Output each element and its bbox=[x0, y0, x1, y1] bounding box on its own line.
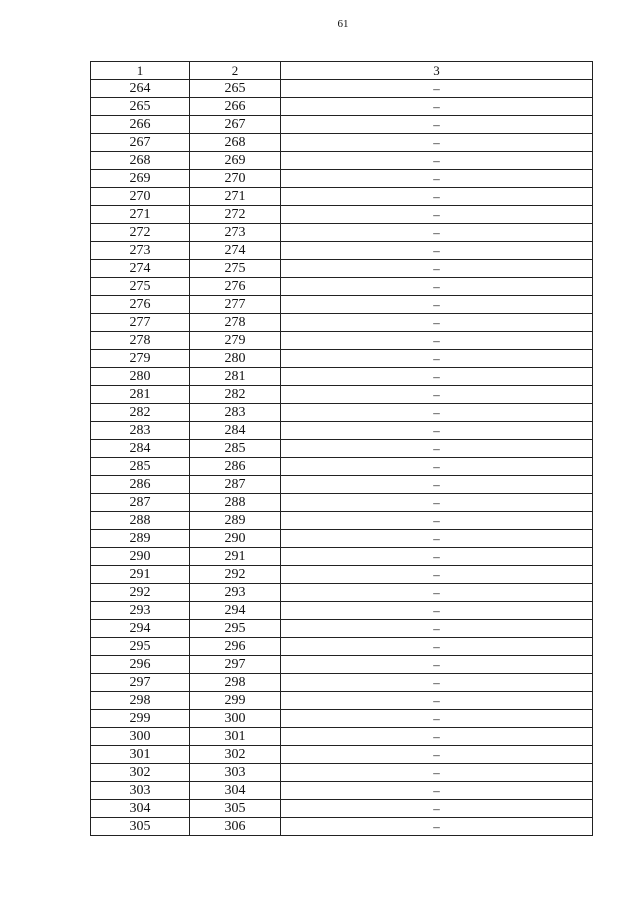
table-cell-col2: 283 bbox=[190, 404, 281, 422]
table-cell-col3: – bbox=[281, 296, 593, 314]
table-cell-col1: 284 bbox=[91, 440, 190, 458]
table-cell-col2: 301 bbox=[190, 728, 281, 746]
table-cell-col3: – bbox=[281, 278, 593, 296]
table-cell-col3: – bbox=[281, 98, 593, 116]
table-row bbox=[91, 710, 593, 728]
header-row bbox=[91, 62, 593, 80]
column-header-1: 1 bbox=[91, 62, 190, 80]
table-cell-col1: 290 bbox=[91, 548, 190, 566]
table-cell-col2: 281 bbox=[190, 368, 281, 386]
table-cell-col2: 268 bbox=[190, 134, 281, 152]
table-cell-col1: 288 bbox=[91, 512, 190, 530]
table-cell-col2: 299 bbox=[190, 692, 281, 710]
table-cell-col3: – bbox=[281, 548, 593, 566]
table-cell-col3: – bbox=[281, 530, 593, 548]
table-cell-col2: 270 bbox=[190, 170, 281, 188]
table-cell-col3: – bbox=[281, 566, 593, 584]
table-cell-col3: – bbox=[281, 152, 593, 170]
table-row bbox=[91, 170, 593, 188]
table-cell-col3: – bbox=[281, 602, 593, 620]
table-cell-col3: – bbox=[281, 458, 593, 476]
table-cell-col2: 267 bbox=[190, 116, 281, 134]
table-cell-col3: – bbox=[281, 134, 593, 152]
table-cell-col1: 283 bbox=[91, 422, 190, 440]
table-cell-col3: – bbox=[281, 476, 593, 494]
table-cell-col2: 291 bbox=[190, 548, 281, 566]
table-cell-col3: – bbox=[281, 584, 593, 602]
table-row bbox=[91, 332, 593, 350]
table-cell-col3: – bbox=[281, 116, 593, 134]
table-cell-col2: 286 bbox=[190, 458, 281, 476]
table-cell-col1: 280 bbox=[91, 368, 190, 386]
table-row bbox=[91, 638, 593, 656]
table-cell-col1: 287 bbox=[91, 494, 190, 512]
table-cell-col2: 300 bbox=[190, 710, 281, 728]
table-cell-col2: 265 bbox=[190, 80, 281, 98]
table-row bbox=[91, 620, 593, 638]
table-row bbox=[91, 152, 593, 170]
table-cell-col3: – bbox=[281, 620, 593, 638]
table-cell-col1: 269 bbox=[91, 170, 190, 188]
table-row bbox=[91, 98, 593, 116]
table-cell-col1: 273 bbox=[91, 242, 190, 260]
table-cell-col1: 305 bbox=[91, 818, 190, 836]
table-row bbox=[91, 566, 593, 584]
table-cell-col2: 306 bbox=[190, 818, 281, 836]
table-row bbox=[91, 818, 593, 836]
table-cell-col3: – bbox=[281, 206, 593, 224]
table-cell-col2: 266 bbox=[190, 98, 281, 116]
table-cell-col1: 282 bbox=[91, 404, 190, 422]
table-row bbox=[91, 602, 593, 620]
table-row bbox=[91, 512, 593, 530]
table-cell-col3: – bbox=[281, 656, 593, 674]
table-cell-col2: 293 bbox=[190, 584, 281, 602]
table-header bbox=[91, 62, 593, 80]
table-cell-col3: – bbox=[281, 782, 593, 800]
table-cell-col2: 277 bbox=[190, 296, 281, 314]
table-row bbox=[91, 800, 593, 818]
table-row bbox=[91, 656, 593, 674]
table-row bbox=[91, 404, 593, 422]
table-cell-col2: 305 bbox=[190, 800, 281, 818]
table-cell-col3: – bbox=[281, 80, 593, 98]
table-cell-col1: 297 bbox=[91, 674, 190, 692]
table-cell-col1: 270 bbox=[91, 188, 190, 206]
table-cell-col3: – bbox=[281, 440, 593, 458]
table-cell-col3: – bbox=[281, 404, 593, 422]
table-cell-col1: 285 bbox=[91, 458, 190, 476]
table-row bbox=[91, 476, 593, 494]
table-cell-col3: – bbox=[281, 674, 593, 692]
table-cell-col2: 275 bbox=[190, 260, 281, 278]
table-cell-col3: – bbox=[281, 170, 593, 188]
table-cell-col3: – bbox=[281, 692, 593, 710]
table-cell-col1: 296 bbox=[91, 656, 190, 674]
table-cell-col3: – bbox=[281, 818, 593, 836]
table-row bbox=[91, 764, 593, 782]
table-cell-col1: 286 bbox=[91, 476, 190, 494]
table-row bbox=[91, 422, 593, 440]
table-cell-col3: – bbox=[281, 512, 593, 530]
table-cell-col1: 276 bbox=[91, 296, 190, 314]
table-cell-col1: 301 bbox=[91, 746, 190, 764]
table-cell-col1: 264 bbox=[91, 80, 190, 98]
table-cell-col1: 299 bbox=[91, 710, 190, 728]
table-row bbox=[91, 440, 593, 458]
table-row bbox=[91, 674, 593, 692]
table-cell-col1: 302 bbox=[91, 764, 190, 782]
table-body bbox=[91, 80, 593, 836]
table-cell-col1: 298 bbox=[91, 692, 190, 710]
table-cell-col1: 304 bbox=[91, 800, 190, 818]
table-cell-col2: 282 bbox=[190, 386, 281, 404]
table-row bbox=[91, 746, 593, 764]
table-cell-col3: – bbox=[281, 314, 593, 332]
table-cell-col1: 294 bbox=[91, 620, 190, 638]
table-row bbox=[91, 116, 593, 134]
table-cell-col3: – bbox=[281, 332, 593, 350]
table-cell-col1: 292 bbox=[91, 584, 190, 602]
table-cell-col3: – bbox=[281, 800, 593, 818]
table-cell-col1: 275 bbox=[91, 278, 190, 296]
table-cell-col1: 272 bbox=[91, 224, 190, 242]
table-cell-col2: 280 bbox=[190, 350, 281, 368]
table-cell-col2: 272 bbox=[190, 206, 281, 224]
table-row bbox=[91, 134, 593, 152]
table-cell-col3: – bbox=[281, 728, 593, 746]
table-row bbox=[91, 728, 593, 746]
table-cell-col3: – bbox=[281, 350, 593, 368]
table-row bbox=[91, 314, 593, 332]
table-cell-col3: – bbox=[281, 260, 593, 278]
table-row bbox=[91, 782, 593, 800]
column-header-3: 3 bbox=[281, 62, 593, 80]
table-cell-col3: – bbox=[281, 494, 593, 512]
data-table bbox=[90, 61, 593, 836]
table-cell-col3: – bbox=[281, 386, 593, 404]
table-row bbox=[91, 458, 593, 476]
table-cell-col2: 287 bbox=[190, 476, 281, 494]
table-cell-col2: 290 bbox=[190, 530, 281, 548]
table-cell-col3: – bbox=[281, 368, 593, 386]
table-cell-col1: 277 bbox=[91, 314, 190, 332]
table-cell-col3: – bbox=[281, 242, 593, 260]
table-cell-col3: – bbox=[281, 746, 593, 764]
table-cell-col1: 266 bbox=[91, 116, 190, 134]
table-row bbox=[91, 296, 593, 314]
table-cell-col2: 298 bbox=[190, 674, 281, 692]
table-cell-col2: 278 bbox=[190, 314, 281, 332]
table-row bbox=[91, 206, 593, 224]
column-header-2: 2 bbox=[190, 62, 281, 80]
table-row bbox=[91, 692, 593, 710]
table-cell-col2: 295 bbox=[190, 620, 281, 638]
table-cell-col2: 285 bbox=[190, 440, 281, 458]
table-cell-col2: 296 bbox=[190, 638, 281, 656]
table-cell-col2: 303 bbox=[190, 764, 281, 782]
table-cell-col2: 269 bbox=[190, 152, 281, 170]
table-cell-col3: – bbox=[281, 764, 593, 782]
table-cell-col2: 279 bbox=[190, 332, 281, 350]
table-cell-col2: 276 bbox=[190, 278, 281, 296]
table-row bbox=[91, 368, 593, 386]
page-number: 61 bbox=[337, 18, 349, 30]
table-row bbox=[91, 278, 593, 296]
table-row bbox=[91, 224, 593, 242]
table-cell-col3: – bbox=[281, 710, 593, 728]
table-row bbox=[91, 494, 593, 512]
table-cell-col2: 271 bbox=[190, 188, 281, 206]
table-cell-col1: 265 bbox=[91, 98, 190, 116]
table-cell-col2: 294 bbox=[190, 602, 281, 620]
table-row bbox=[91, 584, 593, 602]
table-cell-col2: 302 bbox=[190, 746, 281, 764]
table-cell-col2: 292 bbox=[190, 566, 281, 584]
table-cell-col2: 274 bbox=[190, 242, 281, 260]
table-cell-col3: – bbox=[281, 224, 593, 242]
table-row bbox=[91, 530, 593, 548]
table-cell-col1: 279 bbox=[91, 350, 190, 368]
table-cell-col1: 268 bbox=[91, 152, 190, 170]
table-cell-col3: – bbox=[281, 188, 593, 206]
table-cell-col2: 304 bbox=[190, 782, 281, 800]
table-cell-col1: 303 bbox=[91, 782, 190, 800]
table-row bbox=[91, 386, 593, 404]
table-row bbox=[91, 548, 593, 566]
table-cell-col2: 284 bbox=[190, 422, 281, 440]
table-cell-col1: 281 bbox=[91, 386, 190, 404]
table-cell-col2: 288 bbox=[190, 494, 281, 512]
table-cell-col1: 274 bbox=[91, 260, 190, 278]
table-cell-col3: – bbox=[281, 422, 593, 440]
table-cell-col1: 278 bbox=[91, 332, 190, 350]
table-row bbox=[91, 80, 593, 98]
table-cell-col1: 267 bbox=[91, 134, 190, 152]
table-cell-col2: 273 bbox=[190, 224, 281, 242]
table-cell-col1: 293 bbox=[91, 602, 190, 620]
table-cell-col2: 289 bbox=[190, 512, 281, 530]
table-row bbox=[91, 242, 593, 260]
table-cell-col3: – bbox=[281, 638, 593, 656]
table-row bbox=[91, 350, 593, 368]
table-cell-col1: 291 bbox=[91, 566, 190, 584]
table-cell-col1: 295 bbox=[91, 638, 190, 656]
table-cell-col1: 300 bbox=[91, 728, 190, 746]
table-row bbox=[91, 260, 593, 278]
table-cell-col1: 289 bbox=[91, 530, 190, 548]
table-row bbox=[91, 188, 593, 206]
table-cell-col1: 271 bbox=[91, 206, 190, 224]
table-cell-col2: 297 bbox=[190, 656, 281, 674]
